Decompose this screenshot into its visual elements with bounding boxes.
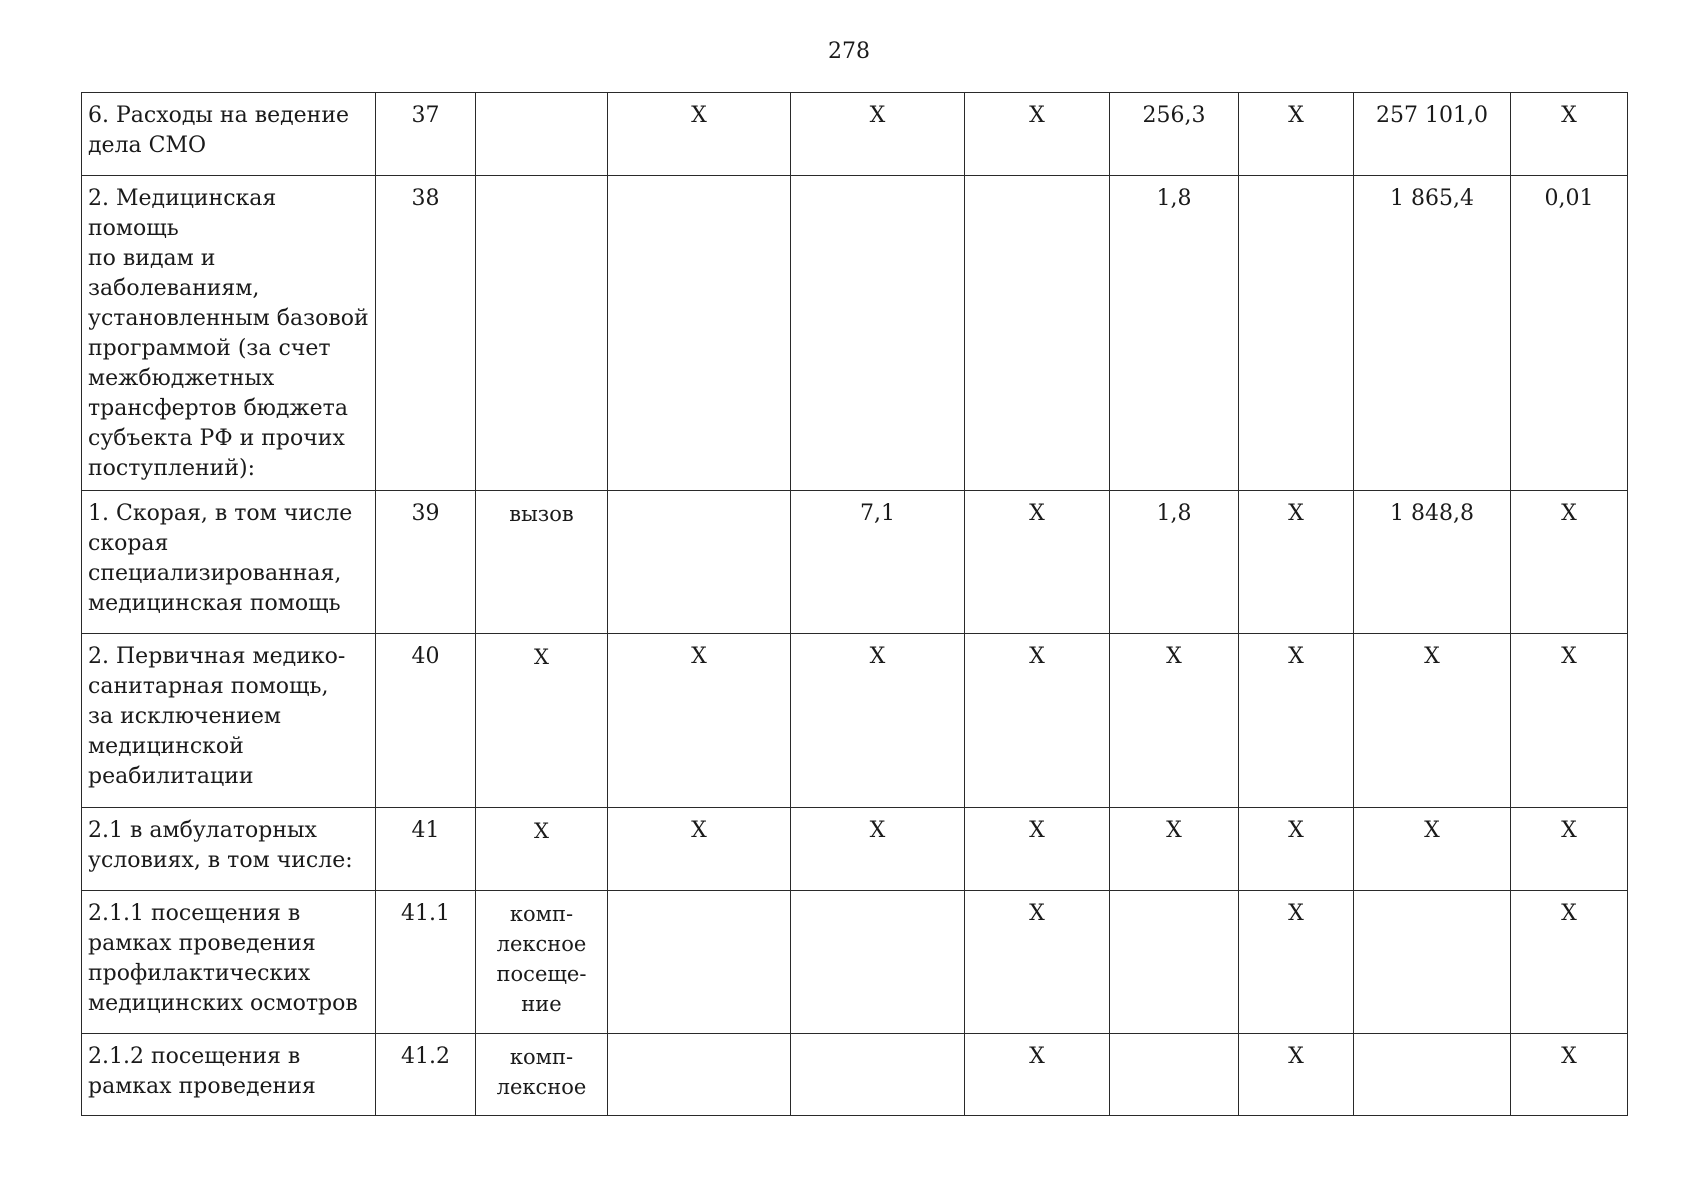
value-cell: 257 101,0 [1354, 93, 1511, 176]
value-cell [1354, 891, 1511, 1034]
value-cell [1239, 176, 1354, 491]
value-cell: X [1239, 491, 1354, 634]
value-cell: 256,3 [1110, 93, 1239, 176]
value-cell: X [1110, 634, 1239, 808]
value-cell: X [1511, 93, 1628, 176]
table-row [82, 808, 1628, 891]
value-cell: X [791, 808, 965, 891]
value-cell: X [608, 93, 791, 176]
row-number-cell: 41 [376, 808, 476, 891]
value-cell: X [1511, 1034, 1628, 1116]
value-cell: X [1511, 491, 1628, 634]
table-row [82, 634, 1628, 808]
table-row [82, 491, 1628, 634]
value-cell: X [1511, 891, 1628, 1034]
value-cell: X [1239, 1034, 1354, 1116]
value-cell [791, 176, 965, 491]
value-cell: X [965, 891, 1110, 1034]
unit-cell: комп- лексное посеще- ние [476, 891, 608, 1034]
value-cell: X [1511, 634, 1628, 808]
value-cell: X [965, 808, 1110, 891]
unit-cell [476, 176, 608, 491]
value-cell [791, 891, 965, 1034]
value-cell: 1 848,8 [1354, 491, 1511, 634]
unit-cell: X [476, 634, 608, 808]
value-cell: X [1239, 634, 1354, 808]
value-cell: X [791, 93, 965, 176]
value-cell: X [965, 93, 1110, 176]
row-name-cell: 2.1.2 посещения в рамках проведения [82, 1034, 376, 1116]
value-cell: 7,1 [791, 491, 965, 634]
value-cell [1110, 1034, 1239, 1116]
row-name-cell: 2. Медицинская помощь по видам и заболеваниям, установленным базовой программой (за счет межбюджетных трансфертов бюджета субъекта РФ и прочих поступлений): [82, 176, 376, 491]
value-cell [1354, 1034, 1511, 1116]
value-cell: X [965, 1034, 1110, 1116]
unit-cell: комп- лексное [476, 1034, 608, 1116]
value-cell: X [1239, 93, 1354, 176]
row-number-cell: 37 [376, 93, 476, 176]
table-row [82, 176, 1628, 491]
value-cell: X [1239, 891, 1354, 1034]
row-number-cell: 40 [376, 634, 476, 808]
value-cell: X [608, 808, 791, 891]
value-cell [608, 1034, 791, 1116]
data-table [81, 92, 1628, 1116]
value-cell: 1,8 [1110, 491, 1239, 634]
page-number: 278 [828, 39, 870, 64]
value-cell: X [965, 634, 1110, 808]
row-number-cell: 41.1 [376, 891, 476, 1034]
value-cell [608, 891, 791, 1034]
row-name-cell: 6. Расходы на ведение дела СМО [82, 93, 376, 176]
unit-cell: вызов [476, 491, 608, 634]
value-cell: X [965, 491, 1110, 634]
row-number-cell: 39 [376, 491, 476, 634]
value-cell [791, 1034, 965, 1116]
value-cell [965, 176, 1110, 491]
value-cell: 1 865,4 [1354, 176, 1511, 491]
value-cell [608, 491, 791, 634]
row-name-cell: 2.1.1 посещения в рамках проведения профилактических медицинских осмотров [82, 891, 376, 1034]
row-number-cell: 38 [376, 176, 476, 491]
table-row [82, 1034, 1628, 1116]
value-cell [1110, 891, 1239, 1034]
value-cell: X [791, 634, 965, 808]
row-name-cell: 2. Первичная медико- санитарная помощь, за исключением медицинской реабилитации [82, 634, 376, 808]
table-row [82, 93, 1628, 176]
value-cell: 1,8 [1110, 176, 1239, 491]
row-name-cell: 1. Скорая, в том числе скорая специализированная, медицинская помощь [82, 491, 376, 634]
value-cell [608, 176, 791, 491]
value-cell: X [1354, 634, 1511, 808]
unit-cell: X [476, 808, 608, 891]
value-cell: X [608, 634, 791, 808]
value-cell: X [1511, 808, 1628, 891]
row-name-cell: 2.1 в амбулаторных условиях, в том числе: [82, 808, 376, 891]
value-cell: 0,01 [1511, 176, 1628, 491]
value-cell: X [1239, 808, 1354, 891]
row-number-cell: 41.2 [376, 1034, 476, 1116]
table-row [82, 891, 1628, 1034]
unit-cell [476, 93, 608, 176]
value-cell: X [1354, 808, 1511, 891]
value-cell: X [1110, 808, 1239, 891]
